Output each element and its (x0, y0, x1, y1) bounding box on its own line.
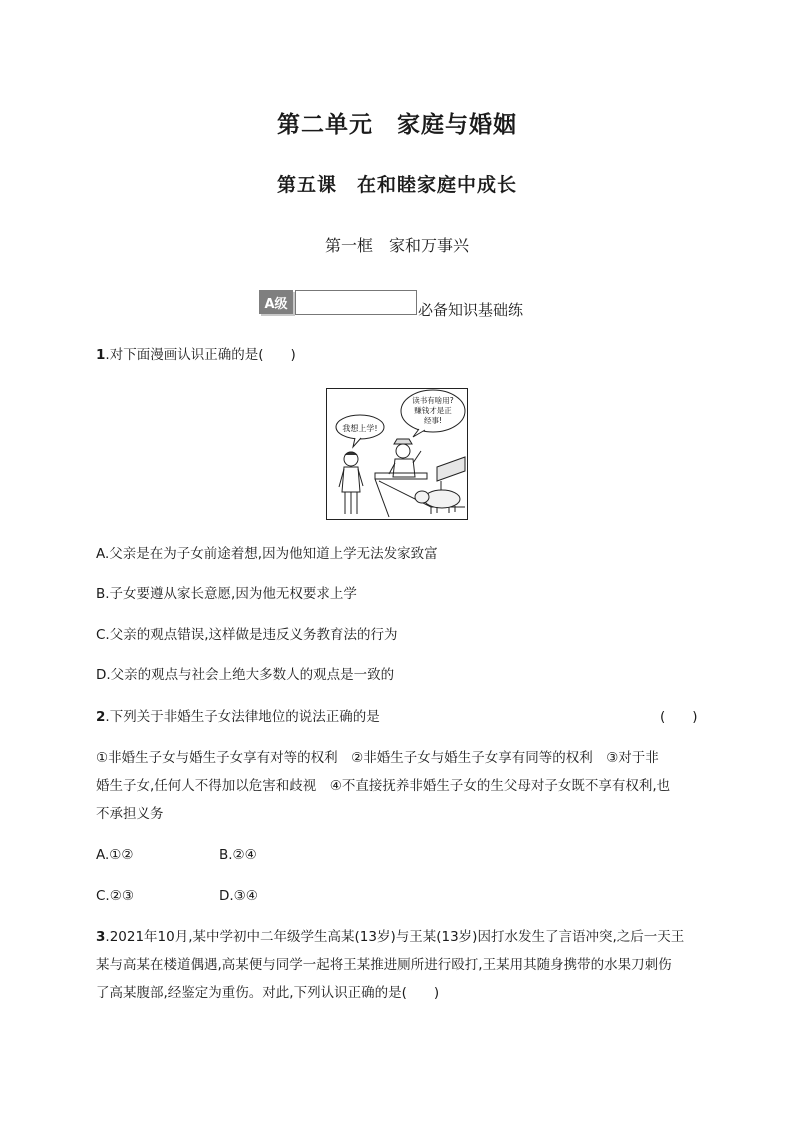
question-2-statement-line-2: 婚生子女,任何人不得加以危害和歧视 ④不直接抚养非婚生子女的生父母对子女既不享有权利,也 (96, 778, 671, 794)
question-2-option-b[interactable]: B.②④ (219, 847, 257, 863)
question-number: 2 (96, 709, 106, 725)
father-figure (389, 439, 421, 477)
question-1-option-d[interactable]: D.父亲的观点与社会上绝大多数人的观点是一致的 (96, 667, 395, 683)
question-2-option-a[interactable]: A.①② (96, 847, 134, 863)
boy-figure (339, 452, 363, 514)
question-number: 3 (96, 929, 106, 945)
question-3-stem-line-2: 某与高某在楼道偶遇,高某便与同学一起将王某推进厕所进行殴打,王某用其随身携带的水果刀刺伤 (96, 957, 672, 973)
question-2-option-d[interactable]: D.③④ (219, 888, 258, 904)
lesson-title: 第五课 在和睦家庭中成长 (276, 174, 517, 196)
question-3-stem-line-3: 了高某腹部,经鉴定为重伤。对此,下列认识正确的是( ) (96, 985, 440, 1001)
pig-figure (415, 490, 460, 514)
level-label: 必备知识基础练 (418, 301, 524, 319)
question-text: .2021年10月,某中学初中二年级学生高某(13岁)与王某(13岁)因打水发生了言语冲突,之后一天王 (105, 929, 685, 945)
level-banner-box (295, 290, 417, 315)
bubble-right-line-2: 赚钱才是正 (414, 406, 452, 415)
question-3-stem-line-1 (96, 923, 684, 951)
question-2-answer-bracket[interactable]: ( ) (660, 709, 698, 725)
question-1-option-a[interactable]: A.父亲是在为子女前途着想,因为他知道上学无法发家致富 (96, 546, 438, 562)
question-text: .对下面漫画认识正确的是( ) (105, 347, 296, 363)
question-1-option-b[interactable]: B.子女要遵从家长意愿,因为他无权要求上学 (96, 586, 357, 602)
unit-title: 第二单元 家庭与婚姻 (277, 112, 517, 138)
level-badge: A级 (259, 290, 293, 314)
comic-illustration (326, 388, 468, 520)
question-2-stem (96, 703, 380, 731)
pig-pen (375, 457, 465, 517)
question-text: .下列关于非婚生子女法律地位的说法正确的是 (105, 709, 380, 725)
bubble-right-line-1: 读书有啥用? (412, 396, 454, 405)
question-1-stem (96, 341, 296, 369)
comic-drawing (327, 389, 467, 519)
question-2-statement-line-1: ①非婚生子女与婚生子女享有对等的权利 ②非婚生子女与婚生子女享有同等的权利 ③对于非 (96, 750, 659, 766)
bubble-left-text: 我想上学! (342, 424, 378, 433)
question-2-option-c[interactable]: C.②③ (96, 888, 134, 904)
question-2-statement-line-3: 不承担义务 (96, 806, 164, 822)
frame-title: 第一框 家和万事兴 (324, 236, 469, 255)
question-1-option-c[interactable]: C.父亲的观点错误,这样做是违反义务教育法的行为 (96, 627, 398, 643)
question-number: 1 (96, 347, 106, 363)
bubble-right-line-3: 经事! (423, 416, 443, 425)
